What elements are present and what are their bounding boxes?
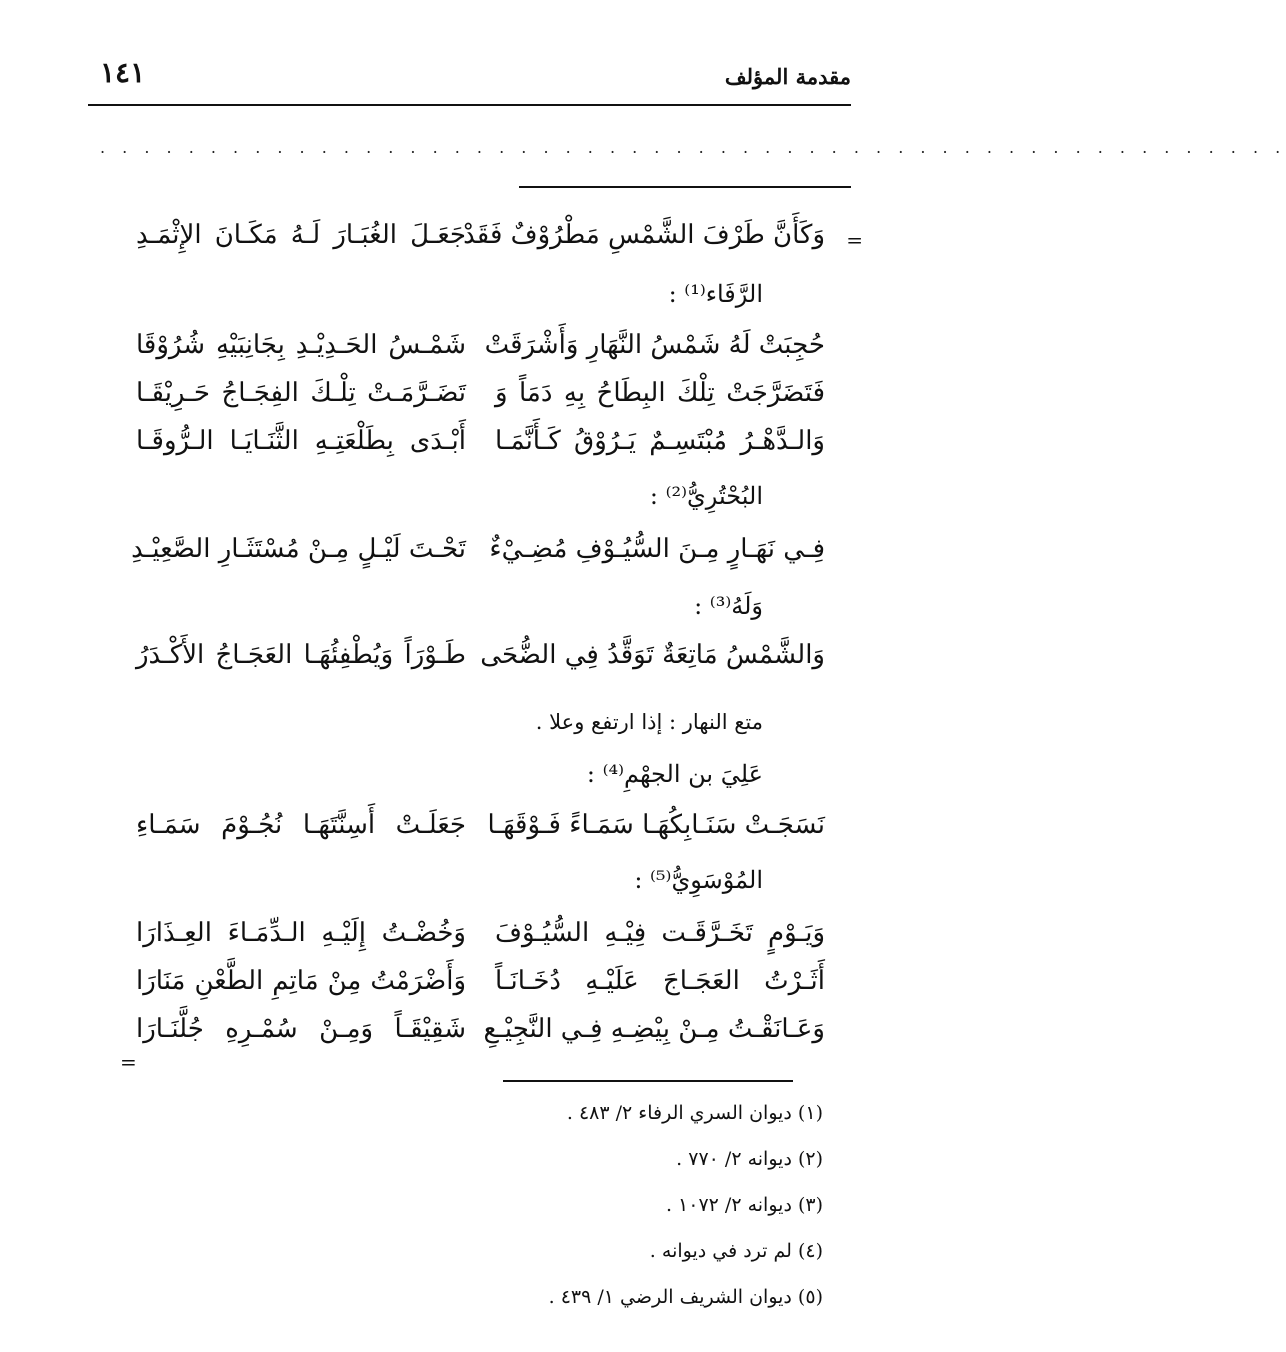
poet-heading: المُوْسَوِيُّ⁽⁵⁾ : xyxy=(634,866,763,894)
verse-second-hemistich: تَحْـتَ لَيْـلٍ مِـنْ مُسْتَثَـارِ الصَّعِيْـدِ xyxy=(131,534,466,564)
poet-heading: الرَّفَاء⁽¹⁾ : xyxy=(668,280,763,308)
footnote: (٣) ديوانه ٢/ ١٠٧٢ . xyxy=(665,1194,823,1216)
verse-line xyxy=(0,220,923,264)
verse-first-hemistich: فَتَضَرَّجَتْ تِلْكَ البِطَاحُ بِهِ دَمَاً وَ xyxy=(495,378,825,408)
verse-second-hemistich: جَعَـلَ الغُبَـارَ لَـهُ مَكَـانَ الإِثْمَـدِ xyxy=(136,220,466,250)
running-header-title: مقدمة المؤلف xyxy=(724,64,851,89)
verse-first-hemistich: أَثَـرْتُ العَجَـاجَ عَلَيْـهِ دُخَـانَـاً xyxy=(495,966,825,996)
verse-first-hemistich: حُجِبَتْ لَهُ شَمْسُ النَّهَارِ وَأَشْرَقَتْ xyxy=(484,330,825,360)
explanatory-note: متع النهار : إذا ارتفع وعلا . xyxy=(535,710,763,734)
verse-line xyxy=(0,966,923,1010)
verse-line xyxy=(0,426,923,470)
verse-first-hemistich: وَيَـوْمٍ تَخَـرَّقَـت فِيْـهِ السُّيُـوْفَ xyxy=(495,918,825,948)
continuation-mark-top: = xyxy=(846,228,863,252)
verse-second-hemistich: طَـوْرَاً وَيُطْفِئُهَـا العَجَـاجُ الأَكْـدَرُ xyxy=(136,640,466,670)
footnote: (٢) ديوانه ٢/ ٧٧٠ . xyxy=(676,1148,823,1170)
footnote: (٤) لم ترد في ديوانه . xyxy=(649,1240,823,1262)
verse-first-hemistich: وَعَـانَقْـتُ مِـنْ بِيْضِـهِ فِـي النَّجِيْـعِ xyxy=(483,1014,825,1044)
header-rule xyxy=(88,104,851,106)
verse-line xyxy=(0,330,923,374)
verse-second-hemistich: شَقِيْقَـاً وَمِـنْ سُمْـرِهِ جُلَّنَـارَا xyxy=(136,1014,466,1044)
verse-line xyxy=(0,1014,923,1058)
verse-first-hemistich: وَكَأَنَّ طَرْفَ الشَّمْسِ مَطْرُوْفٌ فَقَدْ xyxy=(463,220,825,250)
continuation-mark-bottom: = xyxy=(120,1050,137,1074)
verse-second-hemistich: شَمْـسُ الحَـدِيْـدِ بِجَانِبَيْهِ شُرُوْقَا xyxy=(136,330,466,360)
footnote-rule xyxy=(503,1080,793,1082)
verse-line xyxy=(0,378,923,422)
dotted-separator: . . . . . . . . . . . . . . . . . . . . . . . . . . . . . . . . . . . . . . . . . . . . . . . . . . . . . . xyxy=(100,138,1286,157)
verse-first-hemistich: وَالـدَّهْـرُ مُبْتَسِـمٌ يَـرُوْقُ كَـأَنَّمَـا xyxy=(495,426,825,456)
footnote: (١) ديوان السري الرفاء ٢/ ٤٨٣ . xyxy=(566,1102,823,1124)
page-number: ١٤١ xyxy=(100,56,146,89)
poet-heading: وَلَهُ⁽³⁾ : xyxy=(694,592,763,620)
verse-line xyxy=(0,918,923,962)
poet-heading: البُحْتُرِيُّ⁽²⁾ : xyxy=(649,482,763,510)
verse-line xyxy=(0,534,923,578)
continuation-rule xyxy=(519,186,851,188)
verse-first-hemistich: وَالشَّمْسُ مَاتِعَةٌ تَوَقَّدُ فِي الضُّحَى xyxy=(480,640,825,670)
verse-second-hemistich: أَبْـدَى بِطَلْعَتِـهِ الثَّنَـايَـا الـرُّوقَـا xyxy=(136,426,466,456)
footnote: (٥) ديوان الشريف الرضي ١/ ٤٣٩ . xyxy=(548,1286,823,1308)
verse-first-hemistich: فِـي نَهَـارٍ مِـنَ السُّيُـوْفِ مُضِـيْءٌ xyxy=(489,534,825,564)
verse-second-hemistich: جَعَلَـتْ أَسِنَّتَهَـا نُجُـوْمَ سَمَـاءِ xyxy=(136,810,466,840)
verse-second-hemistich: تَضَـرَّمَـتْ تِلْـكَ الفِجَـاجُ حَـرِيْقَـا xyxy=(136,378,466,408)
verse-second-hemistich: وَخُضْـتُ إِلَيْـهِ الـدِّمَـاءَ العِـذَارَا xyxy=(136,918,466,948)
verse-line xyxy=(0,640,923,684)
verse-second-hemistich: وَأَضْرَمْتُ مِنْ مَاتِمِ الطَّعْنِ مَنَارَا xyxy=(136,966,466,996)
verse-line xyxy=(0,810,923,854)
verse-first-hemistich: نَسَجَـتْ سَنَـابِكُهَـا سَمَـاءً فَـوْقَهَـا xyxy=(487,810,825,840)
poet-heading: عَلِيَ بن الجهْمِ⁽⁴⁾ : xyxy=(586,760,763,788)
